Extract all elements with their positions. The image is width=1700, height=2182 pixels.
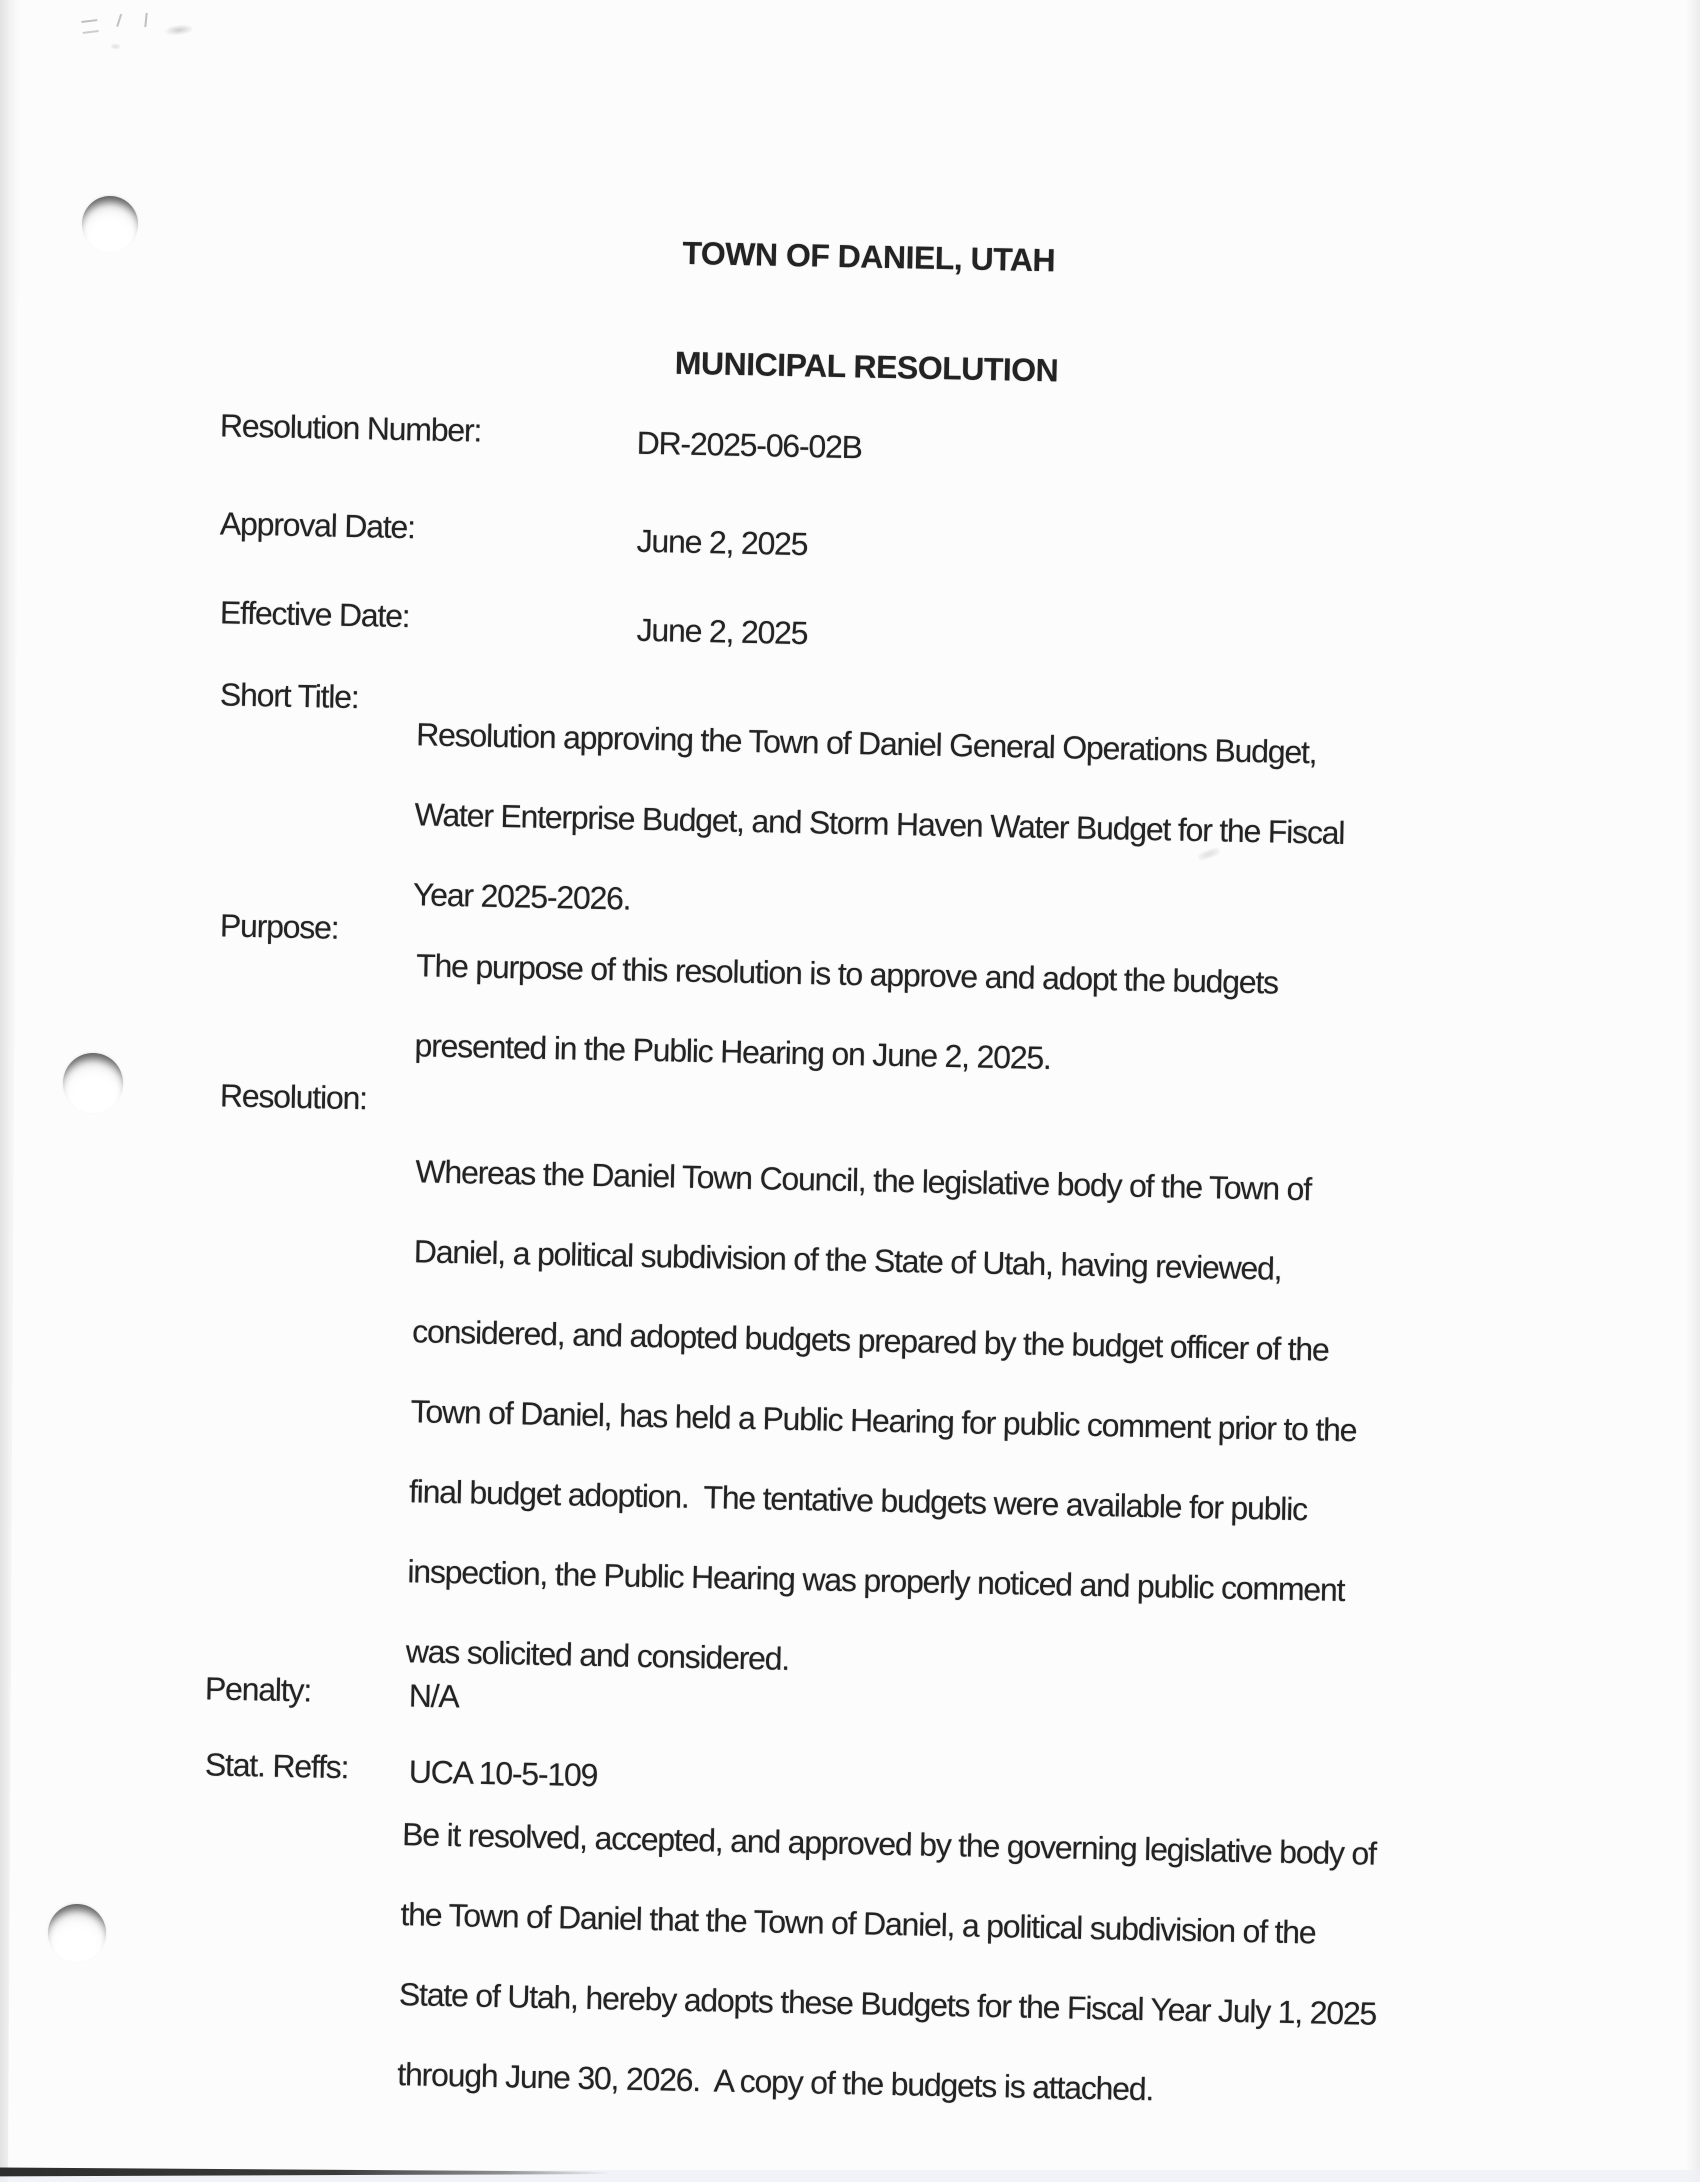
pencil-mark (144, 13, 147, 27)
hole-punch-icon (63, 1053, 123, 1113)
stat-reffs-value: UCA 10-5-109 (408, 1753, 598, 1794)
text-line: The purpose of this resolution is to approve and adopt the budgets (415, 947, 1279, 1001)
purpose-label: Purpose: (219, 907, 339, 946)
text-line: considered, and adopted budgets prepared by the budget officer of the (411, 1313, 1329, 1368)
text-line: final budget adoption. The tentative budgets were available for public (408, 1473, 1308, 1528)
text-line: Daniel, a political subdivision of the State of Utah, having reviewed, (413, 1233, 1282, 1287)
resolution-number-label: Resolution Number: (219, 407, 482, 449)
text-line: the Town of Daniel that the Town of Daniel, a political subdivision of the (400, 1896, 1316, 1951)
stat-reffs-label: Stat. Reffs: (204, 1746, 349, 1786)
hole-punch-icon (82, 196, 138, 252)
effective-date-value: June 2, 2025 (636, 611, 808, 652)
text-line: Resolution approving the Town of Daniel General Operations Budget, (415, 716, 1317, 771)
resolution-paragraph-1 (405, 1113, 1394, 1728)
penalty-row (186, 1648, 459, 1733)
pencil-mark (165, 24, 194, 37)
text-line: Town of Daniel, has held a Public Hearing for public comment prior to the (410, 1393, 1357, 1449)
hole-punch-icon (48, 1904, 106, 1962)
stat-reffs-row (186, 1724, 598, 1812)
text-line: State of Utah, hereby adopts these Budgets for the Fiscal Year July 1, 2025 (398, 1976, 1377, 2032)
text-line: Be it resolved, accepted, and approved by the governing legislative body of (401, 1816, 1377, 1872)
text-line: inspection, the Public Hearing was properly noticed and public comment (407, 1553, 1345, 1609)
penalty-label: Penalty: (204, 1670, 312, 1709)
approval-date-row (201, 483, 808, 575)
penalty-value: N/A (408, 1677, 459, 1715)
effective-date-row (201, 572, 808, 664)
resolution-number-value: DR-2025-06-02B (636, 424, 863, 466)
pencil-mark (116, 14, 129, 29)
resolution-text (395, 1077, 1394, 2182)
text-line: Water Enterprise Budget, and Storm Haven Water Budget for the Fiscal (414, 796, 1345, 851)
approval-date-label: Approval Date: (219, 505, 416, 546)
effective-date-label: Effective Date: (219, 594, 410, 635)
pencil-mark (81, 19, 98, 34)
text-line: was solicited and considered. (405, 1633, 790, 1677)
text-line: presented in the Public Hearing on June 2, 2025. (414, 1027, 1052, 1077)
text-line: through June 30, 2026. A copy of the budgets is attached. (397, 2056, 1154, 2108)
resolution-number-row (201, 385, 862, 478)
short-title-label: Short Title: (219, 676, 359, 716)
title-line-2: MUNICIPAL RESOLUTION (674, 344, 1059, 389)
resolution-section (180, 1055, 1395, 2182)
text-line: Whereas the Daniel Town Council, the legislative body of the Town of (415, 1153, 1312, 1208)
title-line-1: TOWN OF DANIEL, UTAH (682, 234, 1056, 279)
resolution-label: Resolution: (219, 1077, 368, 1117)
resolution-paragraph-2 (396, 1776, 1380, 2152)
page-left-edge-shadow (0, 0, 20, 2182)
text-line: Year 2025-2026. (412, 876, 631, 917)
pencil-mark (111, 44, 120, 49)
approval-date-value: June 2, 2025 (636, 522, 808, 563)
page-right-edge-shadow (1686, 0, 1700, 2182)
